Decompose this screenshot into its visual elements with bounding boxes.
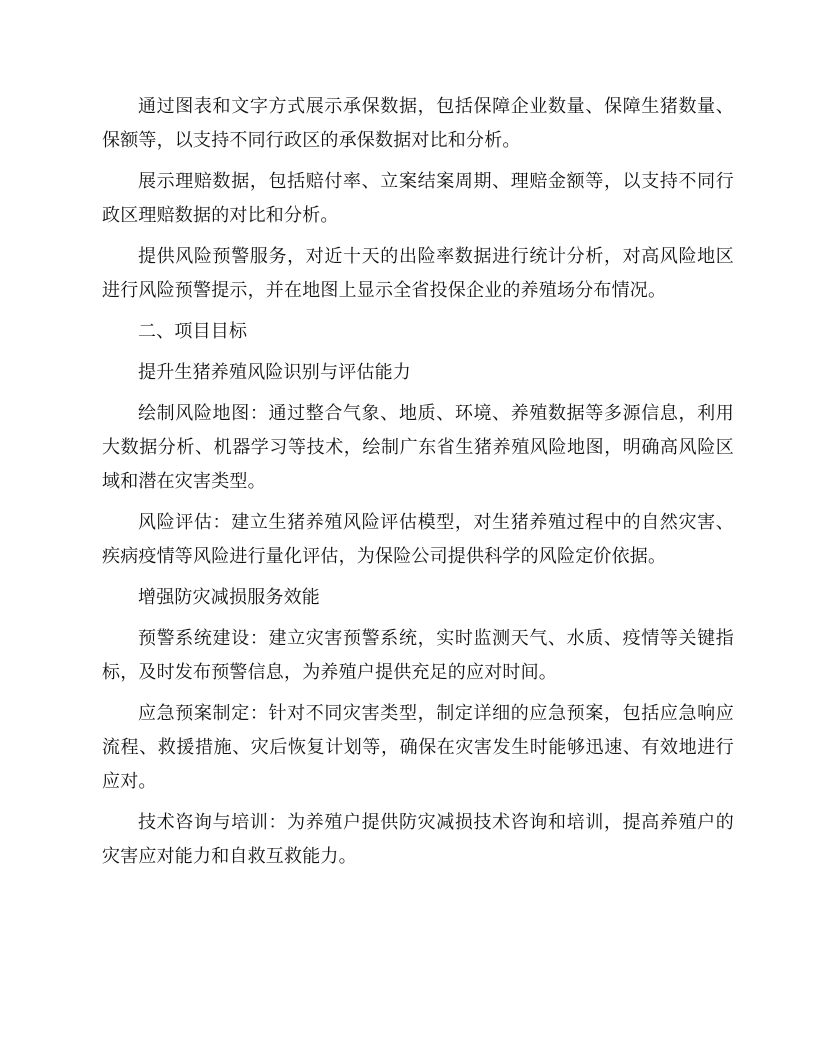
paragraph-claims-data: 展示理赔数据，包括赔付率、立案结案周期、理赔金额等，以支持不同行政区理赔数据的对比和分析。	[102, 171, 734, 226]
paragraph-risk-map: 绘制风险地图：通过整合气象、地质、环境、养殖数据等多源信息，利用大数据分析、机器学习等技术，绘制广东省生猪养殖风险地图，明确高风险区域和潜在灾害类型。	[102, 403, 734, 492]
paragraph-risk-warning-service: 提供风险预警服务，对近十天的出险率数据进行统计分析，对高风险地区进行风险预警提示，并在地图上显示全省投保企业的养殖场分布情况。	[102, 246, 734, 301]
section-heading-project-goals: 二、项目目标	[138, 321, 248, 342]
paragraph-technical-consulting: 技术咨询与培训：为养殖户提供防灾减损技术咨询和培训，提高养殖户的灾害应对能力和自救互救能力。	[102, 812, 734, 867]
document-body	[102, 90, 734, 881]
subheading-risk-identification: 提升生猪养殖风险识别与评估能力	[138, 362, 411, 383]
subheading-disaster-prevention: 增强防灾减损服务效能	[138, 587, 320, 608]
paragraph-emergency-plan: 应急预案制定：针对不同灾害类型，制定详细的应急预案，包括应急响应流程、救援措施、灾后恢复计划等，确保在灾害发生时能够迅速、有效地进行应对。	[102, 703, 734, 792]
paragraph-underwriting-data: 通过图表和文字方式展示承保数据，包括保障企业数量、保障生猪数量、保额等，以支持不同行政区的承保数据对比和分析。	[102, 96, 734, 151]
paragraph-risk-assessment: 风险评估：建立生猪养殖风险评估模型，对生猪养殖过程中的自然灾害、疾病疫情等风险进行量化评估，为保险公司提供科学的风险定价依据。	[102, 512, 734, 567]
paragraph-warning-system: 预警系统建设：建立灾害预警系统，实时监测天气、水质、疫情等关键指标，及时发布预警信息，为养殖户提供充足的应对时间。	[102, 628, 734, 683]
